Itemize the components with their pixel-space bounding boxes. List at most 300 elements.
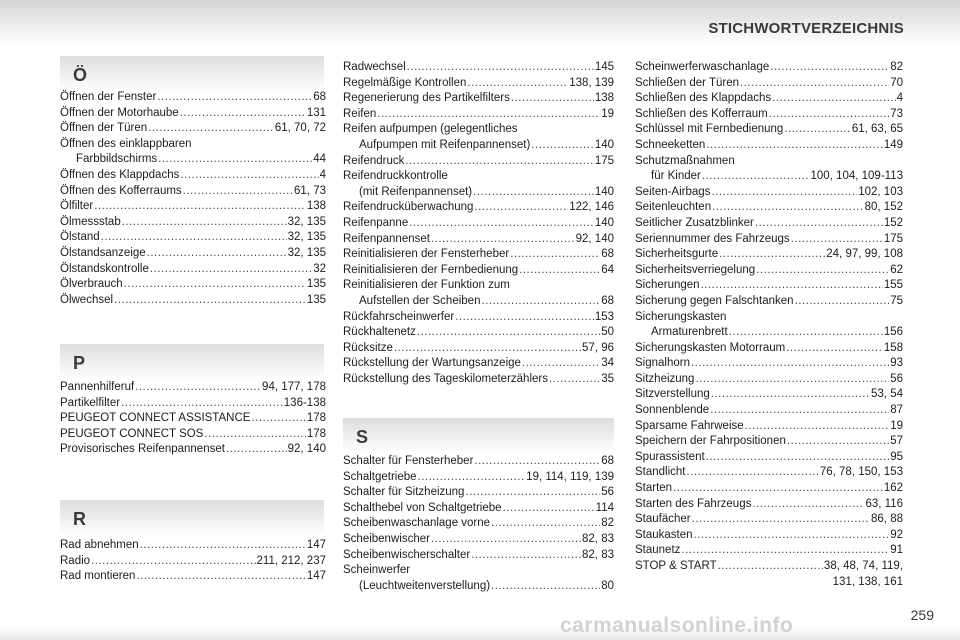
leader-dots — [755, 216, 883, 232]
entry-term: Öffnen der Motorhaube — [60, 106, 179, 119]
entry-pages: 82 — [890, 61, 903, 73]
entry-pages-continued: 131, 138, 161 — [832, 575, 903, 588]
watermark: carmanualsonline.info — [560, 614, 794, 637]
entry-term: Radwechsel — [343, 61, 406, 73]
section-header-oe — [60, 56, 324, 92]
entry-term: Rad abnehmen — [60, 539, 139, 551]
index-entry — [343, 372, 614, 388]
index-entry — [635, 185, 903, 201]
index-entry — [60, 90, 326, 106]
index-entry — [635, 60, 903, 76]
entry-pages: 149 — [883, 138, 903, 151]
entry-term: Reifendruckkontrolle — [343, 170, 448, 183]
index-entry — [635, 450, 903, 466]
entry-pages: 136-138 — [283, 396, 326, 409]
entry-pages: 50 — [601, 326, 614, 339]
entry-subterm: (Leuchtweitenverstellung) — [359, 579, 491, 592]
index-entry — [635, 512, 903, 528]
leader-dots — [455, 310, 594, 326]
entry-term: Scheinwerfer — [343, 564, 411, 577]
entry-pages: 19, 114, 119, 139 — [526, 470, 614, 483]
index-list-s-continued — [635, 60, 903, 590]
entry-pages: 61, 63, 65 — [851, 123, 903, 136]
index-list-p — [60, 380, 326, 458]
index-entry — [635, 216, 903, 232]
entry-pages: 68 — [313, 91, 326, 103]
entry-pages: 178 — [306, 427, 326, 440]
index-entry — [343, 454, 614, 470]
entry-term: Schutzmaßnahmen — [635, 154, 735, 167]
leader-dots — [522, 356, 600, 372]
page-number: 259 — [910, 607, 934, 623]
index-entry — [60, 106, 326, 122]
leader-dots — [91, 554, 255, 570]
entry-pages: 35 — [601, 372, 614, 385]
leader-dots — [795, 294, 890, 310]
entry-pages: 140 — [594, 216, 614, 229]
entry-pages: 140 — [594, 138, 614, 151]
entry-pages: 82 — [601, 517, 614, 530]
leader-dots — [531, 138, 593, 154]
index-entry — [60, 293, 326, 309]
entry-pages: 38, 48, 74, 119, — [823, 560, 903, 572]
entry-term: Schalter für Sitzheizung — [343, 486, 465, 499]
entry-term: Ölfilter — [60, 200, 94, 213]
leader-dots — [180, 168, 318, 184]
index-entry — [343, 76, 614, 92]
entry-pages: 32 — [313, 262, 326, 275]
entry-term: Speichern der Fahrpositionen — [635, 435, 786, 448]
entry-term: Signalhorn — [635, 357, 690, 370]
section-letter: S — [356, 427, 369, 447]
index-entry — [635, 91, 903, 107]
leader-dots — [431, 532, 581, 548]
leader-dots — [474, 454, 600, 470]
entry-pages: 135 — [306, 293, 326, 306]
entry-term: Rücksitze — [343, 341, 393, 354]
index-entry — [343, 200, 614, 216]
leader-dots — [491, 579, 600, 595]
entry-pages: 92, 140 — [287, 443, 326, 456]
entry-term: Ölwechsel — [60, 293, 114, 306]
index-entry — [635, 387, 903, 403]
leader-dots — [204, 427, 305, 443]
entry-term: Schließen der Türen — [635, 76, 739, 89]
leader-dots — [471, 548, 581, 564]
entry-subterm: Armaturenbrett — [651, 326, 728, 339]
index-entry — [635, 559, 903, 590]
entry-term: Sitzheizung — [635, 372, 695, 385]
index-entry — [60, 380, 326, 396]
leader-dots — [417, 325, 600, 341]
index-entry — [635, 76, 903, 92]
leader-dots — [673, 481, 883, 497]
leader-dots — [158, 152, 312, 168]
entry-pages: 75 — [890, 294, 903, 307]
leader-dots — [787, 434, 889, 450]
footer-band — [0, 626, 960, 640]
index-entry — [635, 528, 903, 544]
entry-term: Öffnen des Kofferraums — [60, 184, 182, 197]
leader-dots — [687, 465, 819, 481]
entry-term: Ölstandsanzeige — [60, 246, 146, 259]
entry-term: Pannenhilferuf — [60, 381, 135, 393]
entry-term: Rückstellung des Tageskilometerzählers — [343, 372, 548, 385]
leader-dots — [377, 107, 600, 123]
leader-dots — [681, 543, 889, 559]
index-entry — [60, 230, 326, 246]
entry-pages: 24, 97, 99, 108 — [826, 248, 903, 261]
leader-dots — [702, 169, 810, 185]
index-entry — [60, 538, 326, 554]
entry-pages: 70 — [890, 76, 903, 89]
leader-dots — [772, 91, 895, 107]
entry-pages: 138 — [594, 92, 614, 105]
entry-pages: 63, 116 — [865, 497, 903, 510]
entry-pages: 92, 140 — [575, 232, 614, 245]
entry-term: Schlüssel mit Fernbedienung — [635, 123, 784, 136]
leader-dots — [157, 90, 312, 106]
index-entry — [343, 470, 614, 486]
entry-pages: 131 — [306, 106, 326, 119]
index-entry — [343, 310, 614, 326]
leader-dots — [695, 372, 889, 388]
leader-dots — [124, 277, 306, 293]
index-entry — [60, 199, 326, 215]
entry-term: Schalthebel von Schaltgetriebe — [343, 501, 502, 514]
entry-subterm: (mit Reifenpannenset) — [359, 185, 473, 198]
entry-pages: 32, 135 — [287, 215, 326, 228]
index-entry — [343, 501, 614, 517]
entry-term: Sicherheitsverriegelung — [635, 263, 756, 276]
entry-pages: 145 — [594, 61, 614, 73]
index-entry — [60, 215, 326, 231]
entry-term: Sitzverstellung — [635, 388, 710, 401]
leader-dots — [491, 516, 600, 532]
entry-pages: 162 — [883, 482, 903, 495]
index-entry — [60, 569, 326, 585]
leader-dots — [431, 232, 575, 248]
entry-term: Standlicht — [635, 466, 686, 479]
index-entry — [635, 294, 903, 310]
leader-dots — [136, 569, 305, 585]
index-entry — [343, 341, 614, 357]
entry-term: Staufächer — [635, 513, 691, 526]
entry-pages: 153 — [594, 310, 614, 323]
index-entry — [60, 184, 326, 200]
entry-term: Regenerierung des Partikelfilters — [343, 92, 510, 105]
entry-pages: 80, 152 — [864, 201, 903, 214]
entry-pages: 158 — [883, 341, 903, 354]
index-list-oe — [60, 90, 326, 308]
index-entry — [343, 107, 614, 123]
leader-dots — [745, 419, 890, 435]
entry-term: Reifendruck — [343, 154, 405, 167]
entry-pages: 95 — [890, 450, 903, 463]
entry-term: Sicherheitsgurte — [635, 248, 719, 261]
leader-dots — [718, 559, 823, 575]
entry-pages: 82, 83 — [582, 532, 614, 545]
entry-term: Sicherung gegen Falschtanken — [635, 294, 794, 307]
index-entry — [635, 356, 903, 372]
entry-term: Öffnen der Türen — [60, 122, 148, 135]
entry-term: Rad montieren — [60, 570, 136, 583]
leader-dots — [706, 450, 890, 466]
entry-term: PEUGEOT CONNECT ASSISTANCE — [60, 412, 251, 425]
entry-pages: 57, 96 — [582, 341, 614, 354]
entry-pages: 4 — [319, 168, 326, 181]
index-entry — [343, 60, 614, 76]
entry-term: Sicherungen — [635, 279, 700, 292]
leader-dots — [148, 121, 274, 137]
index-entry — [635, 434, 903, 450]
entry-term: Öffnen des einklappbaren — [60, 137, 192, 150]
entry-pages: 57 — [890, 435, 903, 448]
entry-term: Regelmäßige Kontrollen — [343, 76, 467, 89]
entry-term: Partikelfilter — [60, 396, 121, 409]
entry-term: Radio — [60, 554, 91, 567]
leader-dots — [101, 230, 287, 246]
index-entry — [60, 442, 326, 458]
entry-term: Spurassistent — [635, 450, 705, 463]
index-entry — [635, 107, 903, 123]
index-entry — [60, 396, 326, 412]
entry-term: Ölstandskontrolle — [60, 262, 149, 275]
section-letter: R — [73, 509, 86, 529]
entry-term: Ölmessstab — [60, 215, 121, 228]
index-entry — [635, 138, 903, 154]
entry-term: Reifen — [343, 107, 377, 120]
index-entry — [635, 232, 903, 248]
leader-dots — [94, 199, 306, 215]
entry-term: Sparsame Fahrweise — [635, 419, 744, 432]
leader-dots — [719, 247, 825, 263]
index-entry — [343, 247, 614, 263]
entry-pages: 68 — [601, 455, 614, 467]
entry-subterm: Farbbildschirms — [76, 153, 158, 166]
leader-dots — [770, 60, 889, 76]
entry-pages: 32, 135 — [287, 231, 326, 244]
entry-term: Ölstand — [60, 231, 100, 244]
entry-pages: 32, 135 — [287, 246, 326, 259]
entry-term: Schaltgetriebe — [343, 470, 417, 483]
entry-pages: 92 — [890, 528, 903, 541]
entry-term: Reinitialisieren der Fernbedienung — [343, 263, 519, 276]
leader-dots — [752, 497, 864, 513]
entry-pages: 19 — [601, 107, 614, 120]
entry-term: Schneeketten — [635, 138, 706, 151]
leader-dots — [740, 76, 889, 92]
index-entry — [60, 137, 326, 168]
entry-pages: 147 — [306, 539, 326, 551]
index-entry — [635, 247, 903, 263]
entry-subterm: Aufstellen der Scheiben — [359, 294, 481, 307]
entry-term: Provisorisches Reifenpannenset — [60, 443, 225, 456]
entry-term: Reifenpanne — [343, 216, 409, 229]
index-entry — [343, 216, 614, 232]
entry-pages: 73 — [890, 107, 903, 120]
index-entry — [343, 169, 614, 200]
section-header-r — [60, 500, 324, 536]
leader-dots — [691, 356, 889, 372]
index-entry — [343, 91, 614, 107]
entry-term: Rückfahrscheinwerfer — [343, 310, 455, 323]
index-entry — [343, 154, 614, 170]
entry-term: Schließen des Kofferraum — [635, 107, 768, 120]
entry-term: Reinitialisieren der Funktion zum — [343, 279, 510, 292]
leader-dots — [786, 341, 883, 357]
index-entry — [635, 497, 903, 513]
entry-pages: 86, 88 — [871, 513, 903, 526]
entry-pages: 93 — [890, 357, 903, 370]
leader-dots — [701, 278, 883, 294]
leader-dots — [121, 396, 283, 412]
index-entry — [343, 516, 614, 532]
entry-pages: 68 — [601, 294, 614, 307]
section-header-p — [60, 344, 324, 380]
entry-pages: 34 — [601, 357, 614, 370]
leader-dots — [183, 184, 293, 200]
entry-pages: 211, 212, 237 — [256, 554, 326, 567]
entry-pages: 156 — [883, 326, 903, 339]
leader-dots — [409, 216, 594, 232]
index-entry — [343, 356, 614, 372]
index-entry — [635, 310, 903, 341]
entry-pages: 135 — [306, 278, 326, 291]
leader-dots — [114, 293, 306, 309]
leader-dots — [473, 185, 594, 201]
entry-pages: 80 — [601, 579, 614, 592]
entry-term: Ölverbrauch — [60, 278, 123, 291]
index-entry — [60, 277, 326, 293]
entry-pages: 62 — [890, 263, 903, 276]
entry-pages: 140 — [594, 185, 614, 198]
leader-dots — [756, 263, 889, 279]
index-entry — [60, 121, 326, 137]
entry-pages: 114 — [595, 501, 614, 514]
index-entry — [343, 263, 614, 279]
entry-term: STOP & START — [635, 560, 717, 572]
entry-pages: 100, 104, 109-113 — [810, 170, 903, 183]
index-entry — [343, 278, 614, 309]
entry-pages: 152 — [883, 216, 903, 229]
entry-pages: 4 — [896, 92, 903, 105]
entry-term: Starten — [635, 482, 673, 495]
index-entry — [60, 554, 326, 570]
leader-dots — [710, 403, 889, 419]
leader-dots — [791, 232, 883, 248]
leader-dots — [549, 372, 600, 388]
leader-dots — [694, 528, 890, 544]
leader-dots — [226, 442, 287, 458]
entry-term: Öffnen des Klappdachs — [60, 168, 180, 181]
leader-dots — [405, 154, 593, 170]
leader-dots — [711, 387, 870, 403]
entry-term: Scheinwerferwaschanlage — [635, 61, 770, 73]
entry-term: Seriennummer des Fahrzeugs — [635, 232, 790, 245]
leader-dots — [135, 380, 261, 396]
entry-subterm: Aufpumpen mit Reifenpannenset) — [359, 138, 531, 151]
entry-term: Reifendrucküberwachung — [343, 201, 474, 214]
leader-dots — [481, 294, 600, 310]
index-entry — [635, 403, 903, 419]
entry-term: Sicherungskasten — [635, 310, 727, 323]
entry-term: Sonnenblende — [635, 404, 710, 417]
leader-dots — [418, 470, 526, 486]
index-entry — [343, 548, 614, 564]
entry-pages: 155 — [883, 279, 903, 292]
leader-dots — [706, 138, 882, 154]
entry-term: Sicherungskasten Motorraum — [635, 341, 786, 354]
index-entry — [635, 419, 903, 435]
leader-dots — [407, 60, 594, 76]
leader-dots — [150, 262, 312, 278]
leader-dots — [465, 485, 600, 501]
entry-pages: 147 — [306, 570, 326, 583]
index-entry — [343, 232, 614, 248]
leader-dots — [511, 91, 594, 107]
entry-pages: 138 — [306, 200, 326, 213]
entry-pages: 19 — [890, 419, 903, 432]
leader-dots — [692, 512, 870, 528]
leader-dots — [467, 76, 568, 92]
index-entry — [60, 262, 326, 278]
index-entry — [635, 372, 903, 388]
entry-pages: 68 — [601, 248, 614, 261]
index-entry — [635, 122, 903, 138]
page-title: STICHWORTVERZEICHNIS — [708, 20, 904, 37]
entry-pages: 76, 78, 150, 153 — [819, 466, 903, 479]
entry-term: Reifen aufpumpen (gelegentliches — [343, 123, 518, 136]
entry-term: Starten des Fahrzeugs — [635, 497, 752, 510]
entry-term: Rückhaltenetz — [343, 326, 416, 339]
entry-pages: 175 — [594, 154, 614, 167]
entry-pages: 44 — [313, 153, 326, 166]
leader-dots — [729, 325, 883, 341]
leader-dots — [147, 246, 287, 262]
leader-dots — [474, 200, 568, 216]
entry-pages: 122, 146 — [569, 201, 614, 214]
section-letter: Ö — [73, 65, 88, 85]
leader-dots — [519, 263, 600, 279]
index-entry — [635, 465, 903, 481]
index-entry — [635, 200, 903, 216]
entry-pages: 64 — [601, 263, 614, 276]
entry-term: Scheibenwaschanlage vorne — [343, 517, 491, 530]
index-entry — [60, 427, 326, 443]
section-header-s — [343, 418, 614, 454]
index-entry — [60, 246, 326, 262]
leader-dots — [510, 247, 600, 263]
entry-term: Schalter für Fensterheber — [343, 455, 474, 467]
index-entry — [343, 325, 614, 341]
leader-dots — [251, 411, 305, 427]
entry-term: Seiten-Airbags — [635, 185, 711, 198]
index-list-s — [343, 454, 614, 594]
index-list-r — [60, 538, 326, 585]
index-entry — [635, 481, 903, 497]
leader-dots — [769, 107, 889, 123]
entry-term: Reifenpannenset — [343, 232, 430, 245]
entry-pages: 87 — [890, 404, 903, 417]
entry-term: Seitenleuchten — [635, 201, 712, 214]
entry-pages: 175 — [883, 232, 903, 245]
index-entry — [343, 532, 614, 548]
index-entry — [635, 341, 903, 357]
leader-dots — [122, 215, 287, 231]
section-letter: P — [73, 353, 86, 373]
leader-dots — [711, 185, 857, 201]
